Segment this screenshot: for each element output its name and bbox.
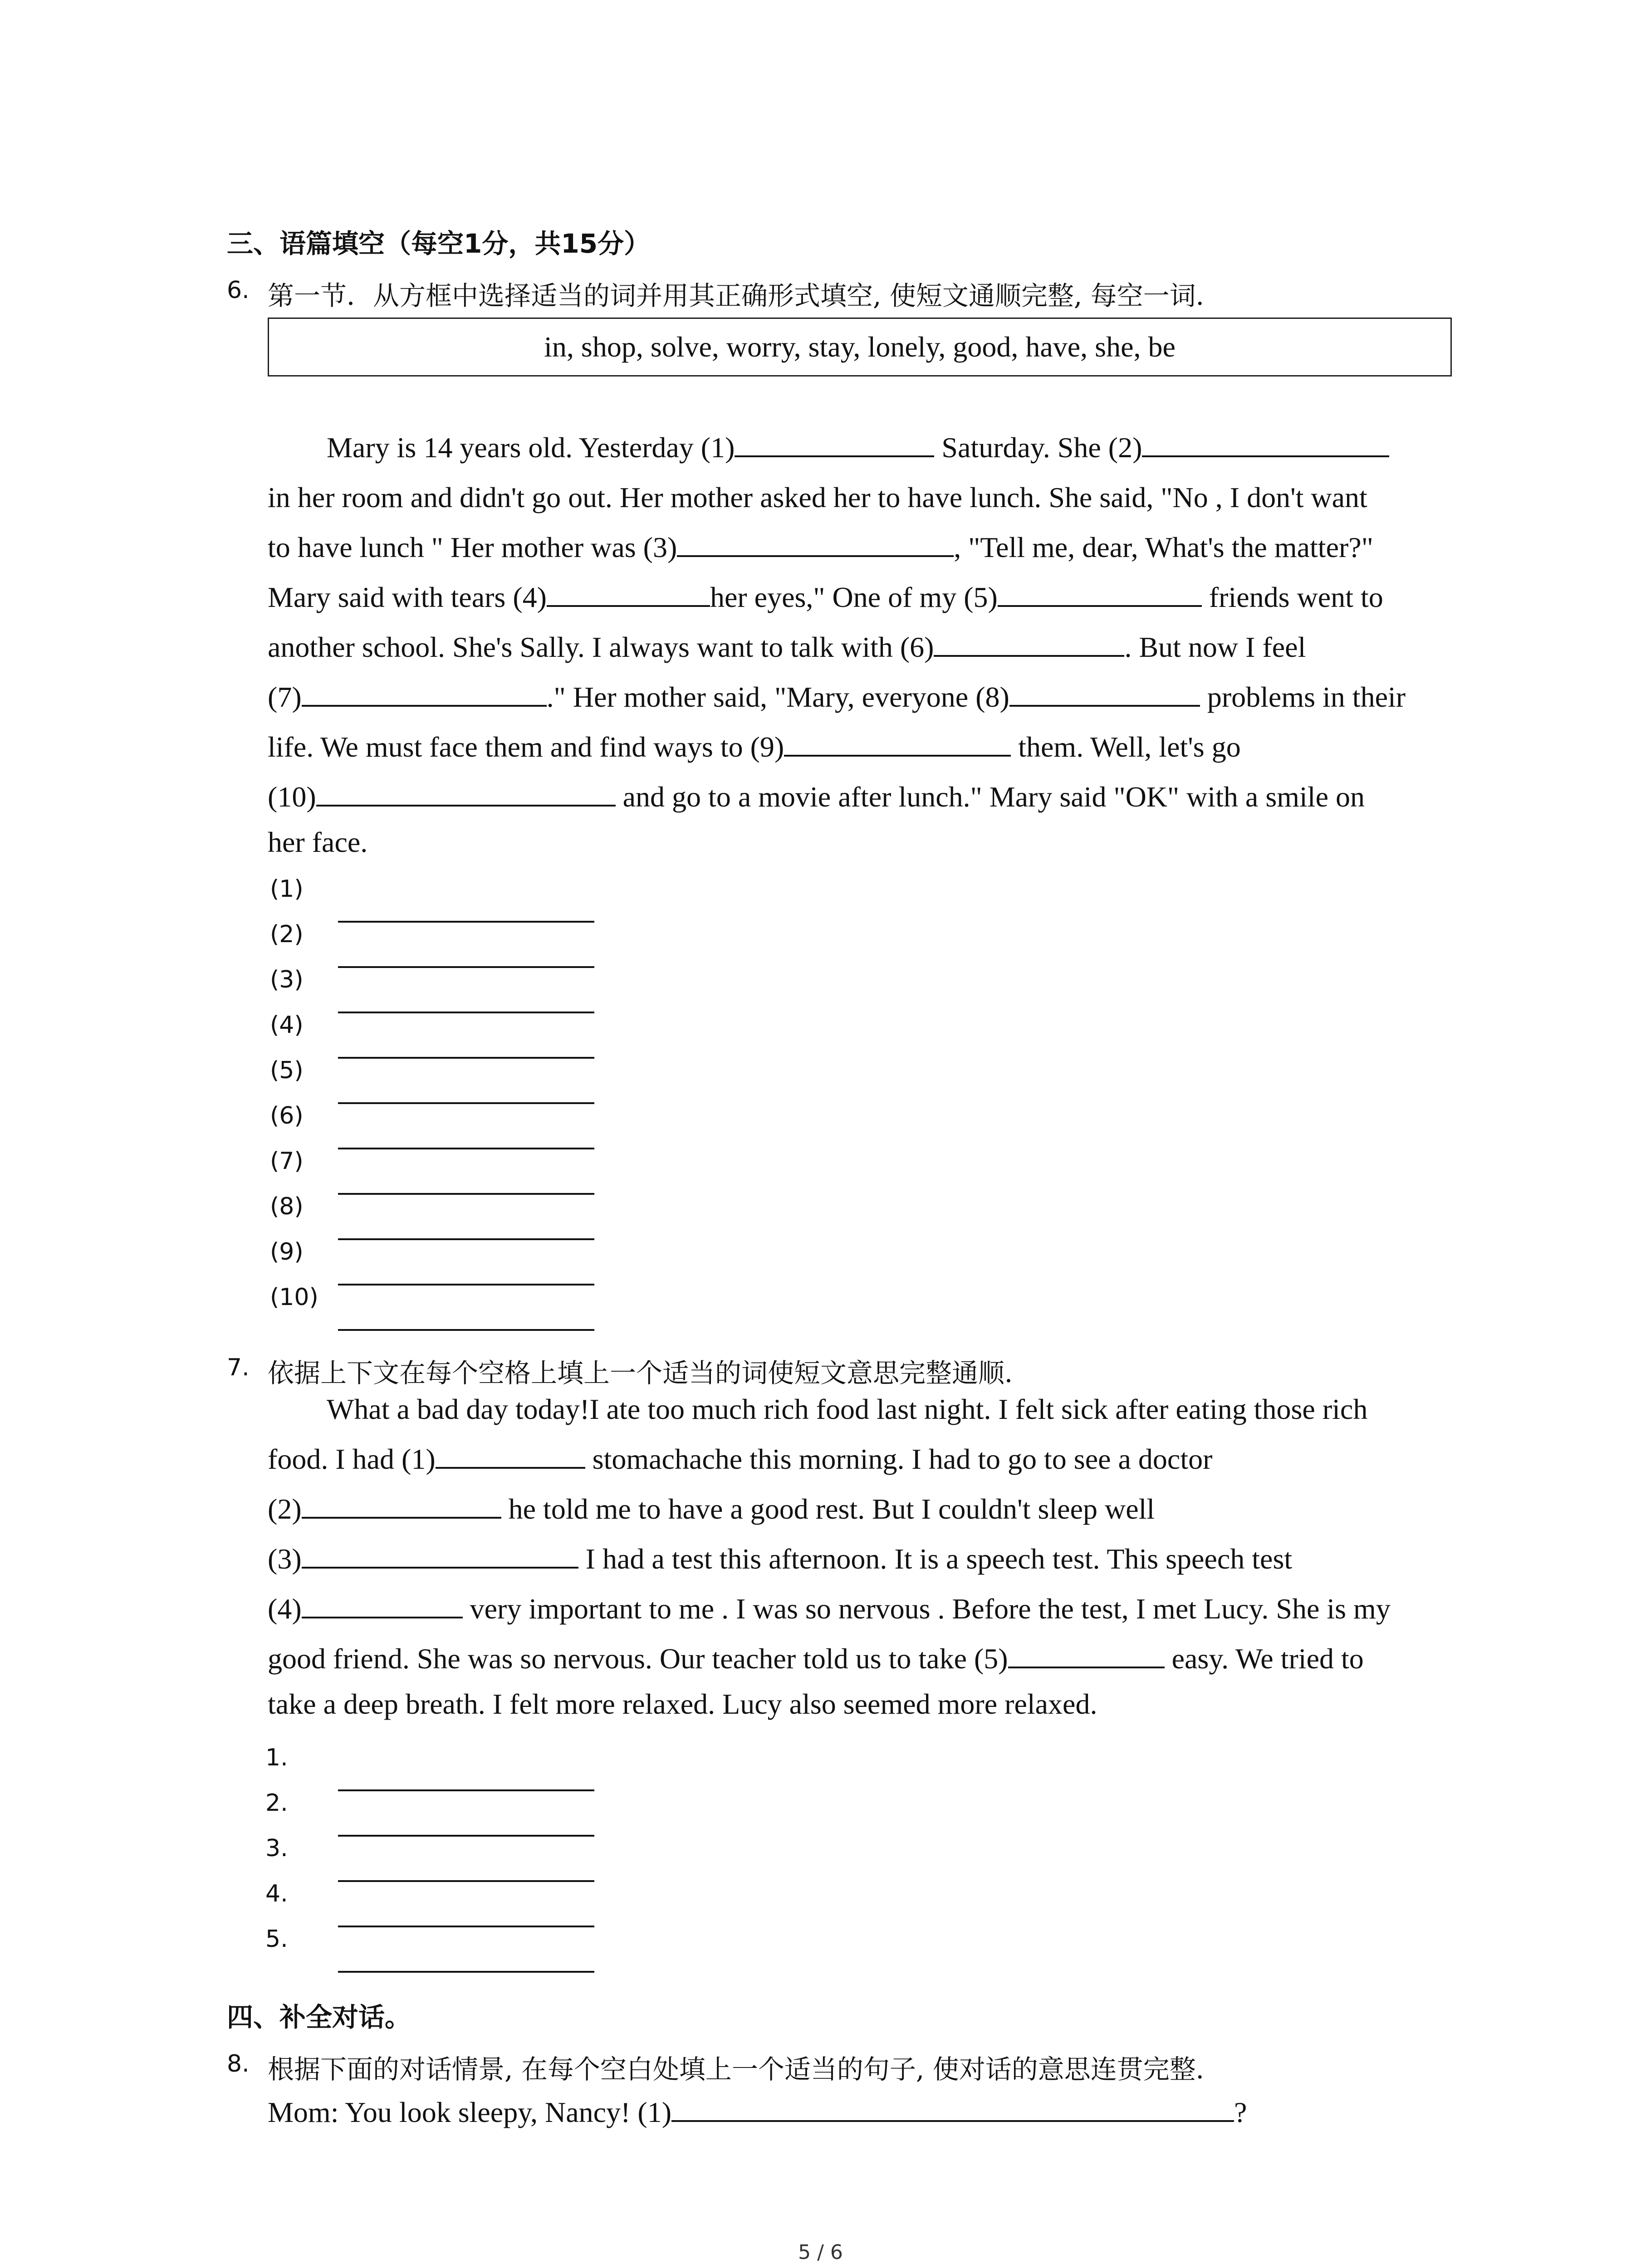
blank-5[interactable] — [1008, 1644, 1165, 1668]
passage-text: (4) — [268, 1593, 302, 1625]
answer-line[interactable] — [338, 1012, 594, 1013]
answer-label: (6) — [270, 1102, 304, 1129]
dialogue-line — [268, 2096, 1247, 2129]
blank-1[interactable] — [436, 1444, 585, 1469]
passage-line — [268, 531, 1373, 564]
blank-1[interactable] — [735, 433, 934, 457]
answer-label: (10) — [270, 1284, 318, 1311]
passage-text: . But now I feel — [1124, 631, 1306, 663]
answer-line[interactable] — [338, 1284, 594, 1286]
question-number: 7. — [227, 1354, 250, 1381]
passage-text: What a bad day today!I ate too much rich food last night. I felt sick after eating those rich — [327, 1393, 1368, 1425]
passage-line — [268, 780, 1365, 814]
question-number: 6. — [227, 277, 250, 304]
section-heading: 四、补全对话。 — [227, 2002, 411, 2033]
passage-text: take a deep breath. I felt more relaxed. Lucy also seemed more relaxed. — [268, 1688, 1097, 1720]
blank-3[interactable] — [677, 533, 954, 557]
answer-label: 2. — [265, 1789, 288, 1817]
passage-text: Saturday. She (2) — [934, 431, 1142, 464]
answer-label: 3. — [265, 1835, 288, 1862]
answer-line[interactable] — [338, 1971, 594, 1973]
passage-text: problems in their — [1200, 681, 1406, 713]
passage-line — [268, 481, 1367, 514]
section-heading: 三、语篇填空（每空1分，共15分） — [227, 228, 651, 259]
answer-label: (5) — [270, 1057, 304, 1084]
answer-label: (2) — [270, 921, 304, 948]
answer-line[interactable] — [338, 1057, 594, 1059]
blank-4[interactable] — [302, 1594, 463, 1618]
dialogue-blank-1[interactable] — [671, 2097, 1234, 2122]
passage-line — [268, 1542, 1292, 1576]
passage-text: , "Tell me, dear, What's the matter?" — [954, 531, 1373, 563]
passage-line — [268, 730, 1241, 764]
answer-line[interactable] — [338, 1880, 594, 1882]
passage-text: her eyes," One of my (5) — [710, 581, 998, 613]
answer-line[interactable] — [338, 1329, 594, 1331]
passage-line — [268, 1642, 1364, 1676]
answer-label: (1) — [270, 875, 304, 903]
question-instruction: 第一节．从方框中选择适当的词并用其正确形式填空, 使短文通顺完整, 每空一词． — [268, 280, 1222, 311]
passage-line — [268, 1687, 1097, 1721]
passage-text: in her room and didn't go out. Her mother asked her to have lunch. She said, "No , I don't want — [268, 481, 1367, 513]
passage-text: he told me to have a good rest. But I couldn't sleep well — [501, 1493, 1155, 1525]
blank-2[interactable] — [1142, 433, 1389, 457]
passage-text: food. I had (1) — [268, 1443, 436, 1475]
blank-9[interactable] — [784, 732, 1011, 757]
answer-line[interactable] — [338, 1238, 594, 1240]
answer-label: 5. — [265, 1926, 288, 1953]
answer-label: 1. — [265, 1744, 288, 1771]
passage-text: (10) — [268, 781, 316, 813]
answer-label: (9) — [270, 1238, 304, 1266]
blank-4[interactable] — [547, 582, 710, 607]
passage-text: good friend. She was so nervous. Our teacher told us to take (5) — [268, 1642, 1008, 1675]
answer-label: (7) — [270, 1148, 304, 1175]
answer-line[interactable] — [338, 1789, 594, 1791]
passage-text: (2) — [268, 1493, 302, 1525]
answer-line[interactable] — [338, 1193, 594, 1195]
passage-text: them. Well, let's go — [1011, 731, 1241, 763]
blank-10[interactable] — [316, 782, 616, 807]
passage-text: stomachache this morning. I had to go to see a doctor — [585, 1443, 1213, 1475]
passage-line — [268, 1442, 1212, 1476]
dialogue-text: ? — [1234, 2096, 1247, 2128]
passage-text: another school. She's Sally. I always want to talk with (6) — [268, 631, 934, 663]
blank-5[interactable] — [998, 582, 1202, 607]
answer-line[interactable] — [338, 921, 594, 923]
question-instruction: 根据下面的对话情景, 在每个空白处填上一个适当的句子, 使对话的意思连贯完整． — [268, 2054, 1222, 2085]
passage-text: ." Her mother said, "Mary, everyone (8) — [546, 681, 1009, 713]
passage-text: and go to a movie after lunch." Mary said "OK" with a smile on — [615, 781, 1365, 813]
blank-2[interactable] — [302, 1494, 501, 1519]
answer-line[interactable] — [338, 1926, 594, 1927]
passage-line — [268, 680, 1406, 714]
answer-label: (8) — [270, 1193, 304, 1220]
answer-label: (3) — [270, 966, 304, 993]
answer-line[interactable] — [338, 1102, 594, 1104]
passage-text: her face. — [268, 826, 368, 858]
question-instruction: 依据上下文在每个空格上填上一个适当的词使短文意思完整通顺． — [268, 1358, 1031, 1388]
answer-line[interactable] — [338, 1148, 594, 1149]
passage-line — [268, 1592, 1391, 1626]
passage-line — [268, 581, 1383, 614]
answer-label: 4. — [265, 1880, 288, 1907]
passage-text: friends went to — [1201, 581, 1383, 613]
passage-text: Mary said with tears (4) — [268, 581, 547, 613]
answer-label: (4) — [270, 1012, 304, 1039]
passage-text: life. We must face them and find ways to (9) — [268, 731, 784, 763]
passage-text: (7) — [268, 681, 302, 713]
blank-7[interactable] — [302, 682, 547, 707]
passage-line — [327, 431, 1389, 464]
blank-6[interactable] — [934, 632, 1124, 657]
answer-line[interactable] — [338, 966, 594, 968]
passage-line — [268, 826, 367, 859]
passage-text: easy. We tried to — [1164, 1642, 1364, 1675]
passage-text: (3) — [268, 1543, 302, 1575]
passage-text: to have lunch " Her mother was (3) — [268, 531, 677, 563]
word-box-text: in, shop, solve, worry, stay, lonely, good, have, she, be — [544, 331, 1176, 363]
passage-text: I had a test this afternoon. It is a speech test. This speech test — [578, 1543, 1293, 1575]
passage-line — [268, 631, 1306, 664]
blank-8[interactable] — [1009, 682, 1200, 707]
word-box — [268, 318, 1452, 376]
passage-text: very important to me . I was so nervous . Before the test, I met Lucy. She is my — [462, 1593, 1391, 1625]
passage-line — [327, 1393, 1367, 1426]
passage-line — [268, 1492, 1155, 1526]
answer-line[interactable] — [338, 1835, 594, 1837]
blank-3[interactable] — [302, 1544, 578, 1569]
dialogue-text: Mom: You look sleepy, Nancy! (1) — [268, 2096, 671, 2128]
page-number: 5 / 6 — [798, 2241, 843, 2264]
passage-text: Mary is 14 years old. Yesterday (1) — [327, 431, 735, 464]
question-number: 8. — [227, 2050, 250, 2077]
